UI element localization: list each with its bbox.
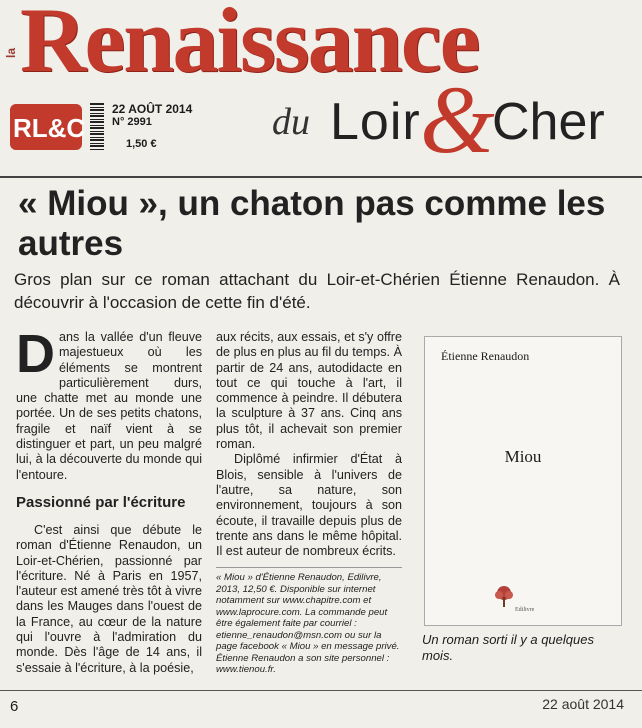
drop-cap: D: [16, 324, 55, 384]
publisher-tree-icon: [493, 585, 515, 609]
article-column-2: [216, 330, 402, 676]
issue-number: N° 2991: [112, 116, 152, 128]
subtitle-ampersand: &: [420, 66, 495, 173]
article-subhead: Passionné par l'écriture: [16, 493, 186, 511]
masthead: [0, 0, 642, 180]
brand-prefix: la: [4, 47, 18, 58]
paragraph-intro-text: ans la vallée d'un fleuve majestueux où les éléments se montrent particulièrement durs, une chatte met au monde une portée. Un de ses petits chatons, fragile et naïf vient à se distinguer et part, un peu malgré lui, à la découverte du monde qui l'entoure.: [16, 330, 202, 482]
photo-caption: Un roman sorti il y a quelques mois.: [422, 632, 594, 663]
issue-price: 1,50 €: [126, 138, 157, 150]
rlc-logo: RL&C: [10, 104, 82, 150]
paragraph-intro: [16, 324, 202, 483]
footer-divider: [0, 690, 642, 691]
book-cover: [424, 336, 622, 626]
article-standfirst: Gros plan sur ce roman attachant du Loir-et-Chérien Étienne Renaudon. À découvrir à l'occasion de cette fin d'été.: [14, 270, 620, 312]
subtitle-cher: Cher: [492, 93, 605, 151]
newspaper-title: Renaissance: [20, 0, 479, 91]
book-cover-title: Miou: [504, 447, 542, 466]
paragraph-art: aux récits, aux essais, et s'y offre de plus en plus au fil du temps. À partir de 24 ans, autodidacte en tout ce qui touche à l'art, il commence à peindre. Il débutera la sculpture à 37 ans. Cinq ans plus tôt, il achevait son premier roman.: [216, 330, 402, 452]
page-number: 6: [10, 698, 19, 715]
book-cover-author: Étienne Renaudon: [441, 349, 530, 363]
paragraph-career: Diplômé infirmier d'État à Blois, sensible à l'univers de l'autre, sa nature, son environnement, toujours à son écoute, il travaille depuis plus de trente ans dans le même hôpital. Il est auteur de nombreux écrits.: [216, 452, 402, 559]
barcode-icon: [90, 102, 104, 150]
article-headline: « Miou », un chaton pas comme les autres: [18, 184, 606, 263]
book-credits: « Miou » d'Étienne Renaudon, Edilivre, 2013, 12,50 €. Disponible sur internet notamment sur www.chapitre.com et www.laprocure.com. La commande peut être également faite par courriel : etienne_renaudon@msn.com ou sur la page facebook « Miou » en message privé. Étienne Renaudon a son site personnel : www.tienou.fr.: [216, 567, 402, 676]
book-cover-publisher: Edilivre: [515, 607, 535, 613]
article-column-1: [16, 324, 202, 676]
paragraph-biography: C'est ainsi que débute le roman d'Étienne Renaudon, un Loir-et-Chérien, passionné par l'écriture. Né à Paris en 1957, l'auteur est amené très tôt à vivre dans les Mauges dans l'ouest de la France, au cœur de la nature qui l'ouvre à l'admiration du monde. Dès l'âge de 14 ans, il s'essaie à l'écriture, à la poésie,: [16, 522, 202, 675]
subtitle-du: du: [272, 101, 310, 143]
subtitle-loir: Loir: [330, 93, 421, 151]
masthead-divider: [0, 176, 642, 178]
footer-date: 22 août 2014: [542, 696, 624, 712]
issue-date: 22 AOÛT 2014: [112, 102, 193, 116]
